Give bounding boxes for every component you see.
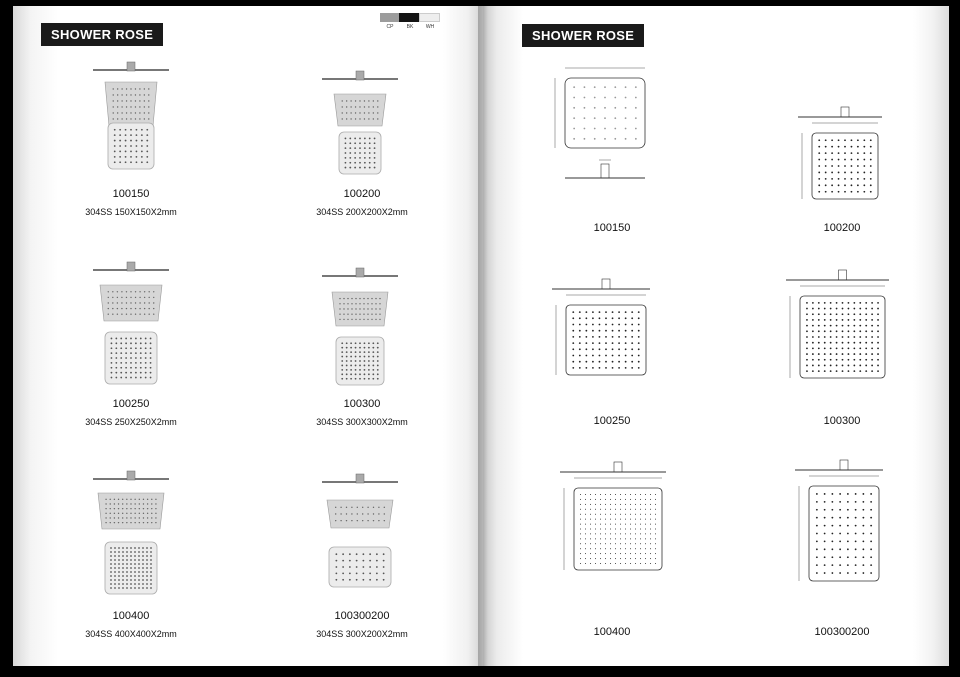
left-page-title: SHOWER ROSE [41,23,163,46]
swatch-cp-label: CP [386,24,394,30]
shower-rose-drawing [535,48,675,218]
drawing-code: 100300 [823,415,861,427]
shower-rose-drawing [782,103,908,229]
swatch-wh [419,13,440,22]
product-item [272,188,452,217]
product-spec: 304SS 250X250X2mm [85,417,177,427]
swatch-bk [399,13,418,22]
product-item [272,610,452,639]
product-code: 100300200 [334,610,390,622]
swatch-bk-label: BK [406,24,414,30]
product-item [41,188,221,217]
shower-rose-drawing [544,458,692,600]
product-code: 100250 [112,398,150,410]
shower-rose-face-photo [103,540,159,596]
shower-rose-face-photo [106,121,156,171]
drawing-code: 100400 [593,626,631,638]
shower-rose-face-photo [337,130,383,176]
product-spec: 304SS 400X400X2mm [85,629,177,639]
product-spec: 304SS 300X300X2mm [316,417,408,427]
shower-rose-drawing [536,275,676,405]
shower-rose-drawing [779,456,909,611]
product-spec: 304SS 150X150X2mm [85,207,177,217]
drawing-code: 100200 [823,222,861,234]
product-spec: 304SS 300X200X2mm [316,629,408,639]
right-page-title: SHOWER ROSE [522,24,644,47]
drawing-code: 100250 [593,415,631,427]
product-spec: 304SS 200X200X2mm [316,207,408,217]
shower-rose-drawing [770,266,915,408]
product-code: 100400 [112,610,150,622]
book-spine [478,6,488,666]
product-code: 100200 [343,188,381,200]
drawing-code: 100300200 [814,626,870,638]
product-code: 100150 [112,188,150,200]
swatch-wh-label: WH [425,24,435,30]
drawing-code: 100150 [593,222,631,234]
product-item [272,398,452,427]
finish-legend [380,13,440,30]
swatch-cp [380,13,399,22]
shower-rose-face-photo [103,330,159,386]
product-item [41,398,221,427]
product-code: 100300 [343,398,381,410]
shower-rose-face-photo [334,335,386,387]
shower-rose-face-photo [327,545,393,589]
product-item [41,610,221,639]
